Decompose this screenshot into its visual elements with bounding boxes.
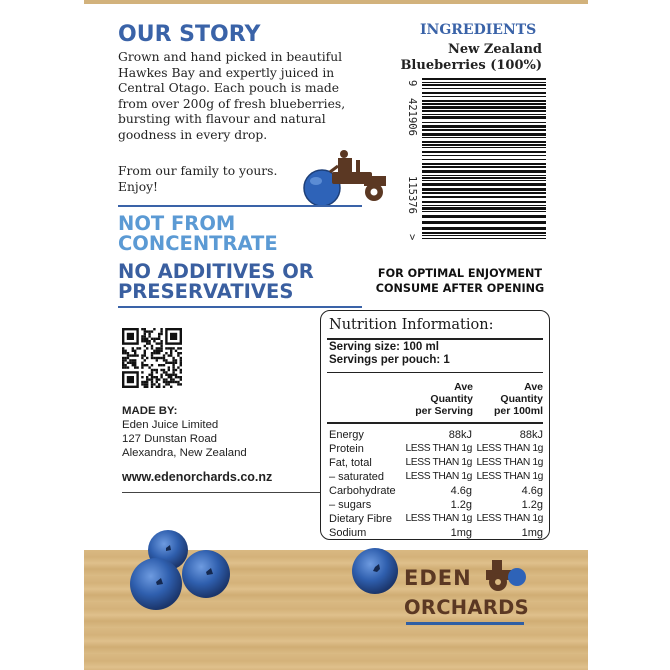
barcode-digit: 421906 [406,98,418,136]
divider [122,492,328,493]
divider [327,422,543,424]
nutrition-rows [329,428,543,540]
manufacturer-info [122,404,247,460]
signoff-line: Enjoy! [118,179,159,194]
logo-eden: EDEN [404,566,472,590]
barcode [408,78,546,244]
logo-orchards: ORCHARDS [404,596,529,619]
signoff-line: From our family to yours. [118,164,278,178]
nutrient-name: – saturated [329,471,385,483]
nutrition-row [329,442,543,456]
story-text [118,50,348,144]
manufacturer-line: 127 Dunstan Road [122,433,217,445]
value-per-100ml: 4.6g [521,485,543,497]
claim-no-additives [118,262,314,302]
tractor-illustration [300,146,396,208]
value-per-100ml: 1.2g [521,499,543,511]
nutrition-row [329,470,543,484]
nutrition-row [329,498,543,512]
website-url: www.edenorchards.co.nz [122,470,273,484]
barcode-digit: 115376 [406,176,418,214]
divider [118,205,362,207]
claim-line: NO ADDITIVES OR [118,260,314,283]
story-line: Hawkes Bay and expertly juiced in [118,65,335,80]
value-per-100ml: LESS THAN 1g [476,513,543,524]
serving-info [329,341,450,367]
top-wood-strip [84,0,588,4]
header-line: Quantity [500,393,543,405]
nutrient-name: Carbohydrate [329,485,396,497]
value-per-100ml: LESS THAN 1g [476,457,543,468]
barcode-digit: 9 [406,80,418,87]
nutrition-panel [320,310,550,540]
enjoyment-line: FOR OPTIMAL ENJOYMENT [377,267,543,280]
made-by-label: MADE BY: [122,405,178,417]
nutrition-row [329,484,543,498]
blueberries-image [130,528,240,620]
story-line: goodness in every drop. [118,127,268,142]
divider [327,338,543,340]
story-line: bursting with flavour and natural [118,112,326,127]
story-line: Central Otago. Each pouch is made [118,81,340,96]
value-per-100ml: 1mg [521,527,543,539]
divider [118,306,362,308]
value-per-serving: 88kJ [448,429,472,441]
column-header-per-100ml [473,381,543,417]
value-per-serving: LESS THAN 1g [405,457,472,468]
barcode-digits [406,80,418,244]
logo-underline [406,622,524,625]
blueberry-image [350,546,400,596]
column-header-per-serving [403,381,473,417]
divider [327,372,543,373]
manufacturer-line: Eden Juice Limited [122,419,219,431]
value-per-100ml: LESS THAN 1g [476,443,543,454]
nutrient-name: Dietary Fibre [329,513,392,525]
story-signoff [118,164,318,195]
story-title: OUR STORY [118,22,261,47]
header-line: Ave [524,381,543,393]
story-line: Grown and hand picked in beautiful [118,50,343,64]
nutrient-name: Energy [329,429,364,441]
value-per-serving: LESS THAN 1g [405,513,472,524]
nutrient-name: – sugars [329,499,372,511]
value-per-serving: 4.6g [450,485,472,497]
manufacturer-line: Alexandra, New Zealand [122,447,247,459]
enjoyment-notice [362,266,558,296]
servings-per-pouch: Servings per pouch: 1 [329,354,450,366]
nutrition-title: Nutrition Information: [329,317,494,333]
qr-code [122,328,182,388]
claim-not-from-concentrate [118,214,278,254]
nutrition-row [329,512,543,526]
value-per-100ml: 88kJ [519,429,543,441]
nutrient-name: Protein [329,443,364,455]
ingredients-text [374,42,542,73]
barcode-digit: > [406,234,418,241]
label-panel [84,0,588,670]
enjoyment-line: CONSUME AFTER OPENING [375,282,545,295]
nutrition-row [329,428,543,442]
claim-line: NOT FROM [118,212,236,235]
nutrient-name: Fat, total [329,457,372,469]
ingredients-line: Blueberries (100%) [400,57,542,73]
value-per-serving: 1.2g [450,499,472,511]
value-per-serving: LESS THAN 1g [405,471,472,482]
nutrition-row [329,526,543,540]
header-line: per 100ml [493,405,543,417]
value-per-serving: 1mg [450,527,472,539]
claim-line: PRESERVATIVES [118,280,294,303]
nutrient-name: Sodium [329,527,367,539]
value-per-serving: LESS THAN 1g [405,443,472,454]
header-line: Quantity [430,393,473,405]
ingredients-title: INGREDIENTS [420,22,537,38]
nutrition-row [329,456,543,470]
header-line: Ave [454,381,473,393]
claim-line: CONCENTRATE [118,232,278,255]
story-line: from over 200g of fresh blueberries, [118,96,346,111]
value-per-100ml: LESS THAN 1g [476,471,543,482]
ingredients-line: New Zealand [448,42,542,57]
header-line: per Serving [415,405,473,417]
serving-size: Serving size: 100 ml [329,341,439,353]
